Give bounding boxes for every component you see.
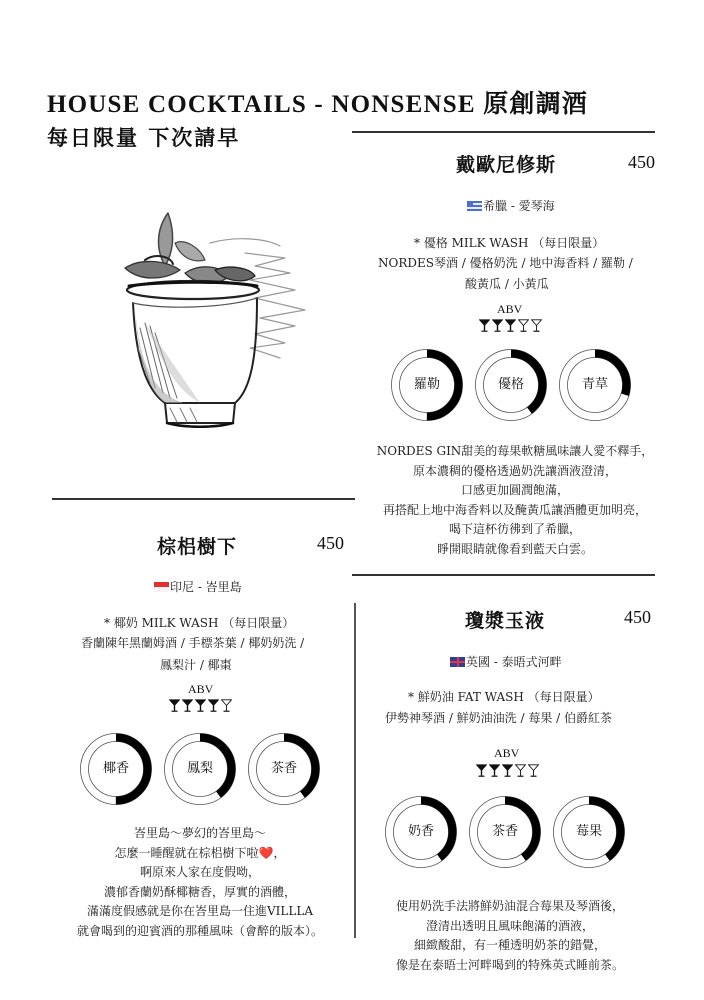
- description-line: 使用奶洗手法將鮮奶油混合莓果及琴酒後，: [395, 899, 624, 913]
- uk-flag-icon: [450, 657, 465, 667]
- glass-filled-icon: [195, 699, 206, 712]
- divider-middle-right: [352, 574, 655, 576]
- glass-empty-icon: [528, 764, 539, 777]
- glass-filled-icon: [479, 319, 490, 332]
- glass-filled-icon: [492, 319, 503, 332]
- cocktail-illustration: [105, 198, 320, 433]
- wash-note: * 椰奶 MILK WASH （每日限量）: [104, 616, 295, 630]
- flavor-ring: [475, 349, 547, 421]
- description-line: 口感更加圓潤飽滿，: [460, 483, 569, 497]
- glass-filled-icon: [502, 764, 513, 777]
- ingredients-line-2: 鳳梨汁 / 椰棗: [160, 658, 232, 672]
- description-line: 怎麼一睡醒就在棕梠樹下啦❤️，: [114, 845, 286, 860]
- ingredients-line-1: NORDES琴酒 / 優格奶洗 / 地中海香料 / 羅勒 /: [378, 256, 633, 270]
- glass-filled-icon: [505, 319, 516, 332]
- ingredients-line-2: 酸黃瓜 / 小黃瓜: [465, 277, 549, 291]
- description-line: 就會喝到的迎賓酒的那種風味（會醉的版本）。: [76, 923, 323, 938]
- glass-empty-icon: [531, 319, 542, 332]
- indonesia-flag-icon: [154, 582, 169, 592]
- glass-empty-icon: [515, 764, 526, 777]
- flavor-ring: [248, 733, 320, 805]
- flavor-ring: [80, 733, 152, 805]
- glass-empty-icon: [221, 699, 232, 712]
- divider-middle-left: [52, 498, 355, 500]
- abv-rating: [476, 764, 539, 777]
- cocktail-description: [365, 442, 665, 559]
- description-line: 細緻酸甜，有一種透明奶茶的錯覺，: [413, 938, 606, 952]
- flavor-ring: [559, 349, 631, 421]
- wash-note: * 優格 MILK WASH （每日限量）: [414, 236, 605, 250]
- flavor-label: 鳳梨: [186, 761, 213, 776]
- description-line: 啊原來人家在度假呦，: [139, 865, 260, 879]
- ingredients-line-1: 香蘭陳年黑蘭姆酒 / 手標茶葉 / 椰奶奶洗 /: [81, 636, 305, 650]
- description-line: 滿滿度假感就是你在峇里島一住進VILLLA: [87, 904, 313, 918]
- flavor-ring: [469, 796, 541, 868]
- flavor-label: 優格: [497, 377, 524, 392]
- cocktail-sketch-icon: [105, 198, 320, 433]
- glass-filled-icon: [169, 699, 180, 712]
- greece-flag-icon: [467, 201, 482, 211]
- glass-filled-icon: [476, 764, 487, 777]
- glass-filled-icon: [182, 699, 193, 712]
- cocktail-price: 450: [628, 152, 655, 172]
- divider-top-right: [352, 131, 655, 133]
- description-line: 原本濃稠的優格透過奶洗讓酒液澄清，: [412, 463, 617, 478]
- description-line: 睜開眼睛就像看到藍天白雲。: [436, 541, 593, 556]
- flavor-ring: [553, 796, 625, 868]
- description-line: 峇里島～夢幻的峇里島～: [133, 826, 266, 840]
- divider-vertical: [354, 603, 356, 938]
- cocktail-name: 瓊漿玉液: [465, 610, 546, 632]
- flavor-label: 茶香: [491, 824, 518, 839]
- flavor-label: 羅勒: [413, 377, 440, 392]
- description-line: NORDES GIN甜美的莓果軟糖風味讓人愛不釋手，: [376, 444, 654, 458]
- abv-rating: [479, 319, 542, 332]
- flavor-label: 茶香: [270, 761, 297, 776]
- abv-label: ABV: [188, 682, 214, 696]
- cocktail-price: 450: [317, 533, 344, 553]
- menu-title: HOUSE COCKTAILS - NONSENSE 原創調酒: [47, 91, 588, 118]
- flavor-ring: [385, 796, 457, 868]
- glass-filled-icon: [208, 699, 219, 712]
- abv-label: ABV: [494, 746, 520, 760]
- cocktail-description: [365, 897, 655, 975]
- cocktail-name: 棕梠樹下: [157, 536, 238, 558]
- ingredients-line-1: 伊勢神琴酒 / 鮮奶油油洗 / 莓果 / 伯爵紅茶: [385, 711, 613, 725]
- description-line: 喝下這杯彷彿到了希臘，: [448, 522, 581, 536]
- flavor-label: 青草: [581, 377, 608, 392]
- cocktail-origin: [467, 197, 555, 214]
- flavor-rings: [80, 733, 320, 805]
- description-line: 再搭配上地中海香料以及醃黃瓜讓酒體更加明亮，: [382, 502, 647, 517]
- abv-label: ABV: [497, 302, 523, 316]
- origin-text: 希臘 - 愛琴海: [483, 199, 555, 213]
- cocktail-description: [55, 824, 345, 941]
- description-line: 澄清出透明且風味飽滿的酒液，: [425, 918, 594, 933]
- flavor-ring: [391, 349, 463, 421]
- menu-subtitle: 每日限量 下次請早: [47, 125, 241, 150]
- description-line: 濃郁香蘭奶酥椰糖香，厚實的酒體，: [103, 884, 296, 899]
- flavor-rings: [391, 349, 631, 421]
- flavor-label: 奶香: [407, 824, 434, 839]
- flavor-ring: [164, 733, 236, 805]
- cocktail-price: 450: [624, 607, 651, 627]
- origin-text: 印尼 - 峇里島: [170, 580, 242, 594]
- description-line: 像是在泰晤士河畔喝到的特殊英式睡前茶。: [395, 957, 624, 972]
- flavor-rings: [385, 796, 625, 868]
- cocktail-origin: [154, 578, 242, 595]
- cocktail-name: 戴歐尼修斯: [456, 154, 557, 176]
- origin-text: 英國 - 泰晤式河畔: [466, 655, 562, 669]
- flavor-label: 椰香: [102, 761, 129, 776]
- wash-note: * 鮮奶油 FAT WASH （每日限量）: [408, 690, 600, 704]
- flavor-label: 莓果: [575, 824, 602, 839]
- glass-filled-icon: [489, 764, 500, 777]
- cocktail-origin: [450, 653, 562, 670]
- abv-rating: [169, 699, 232, 712]
- glass-empty-icon: [518, 319, 529, 332]
